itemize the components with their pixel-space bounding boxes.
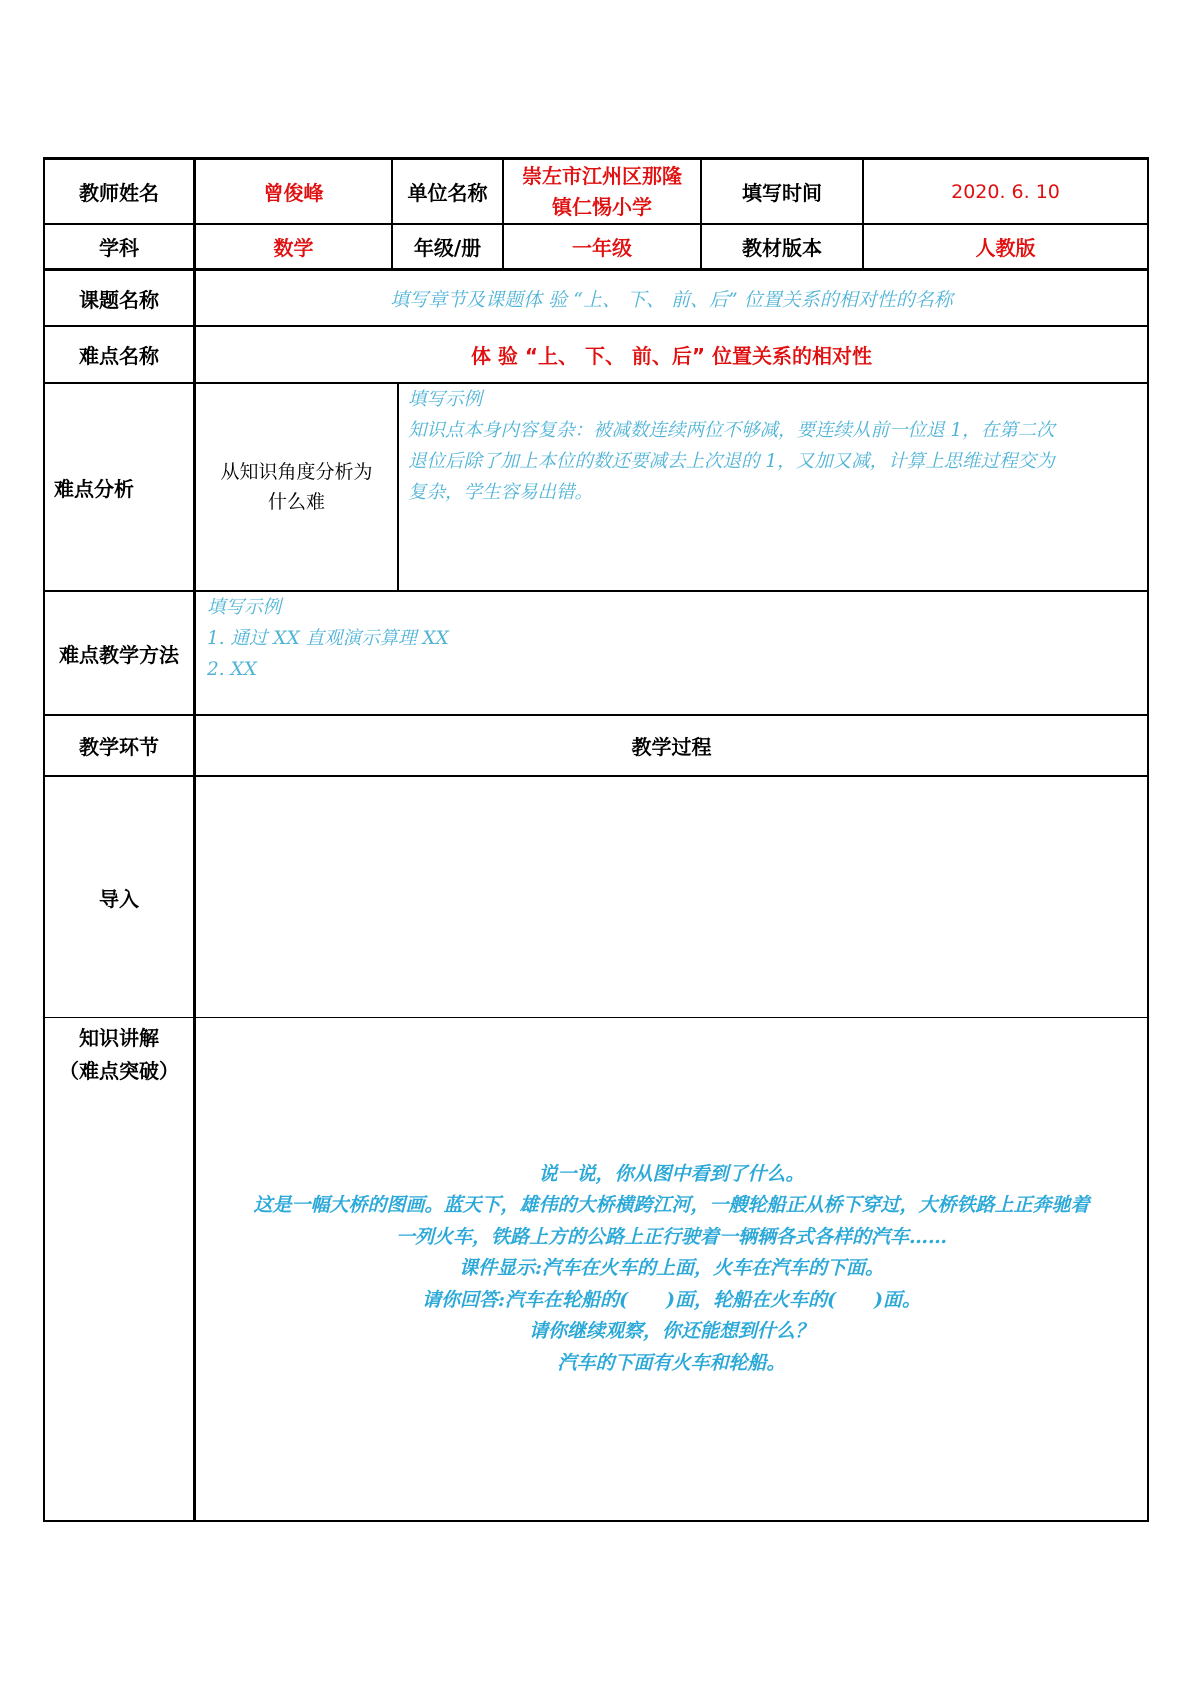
analysis-example-line: 复杂，学生容易出错。	[408, 482, 594, 503]
method-example	[207, 592, 1147, 714]
subject-label: 学科	[99, 236, 139, 260]
difficulty-label: 难点名称	[79, 344, 159, 368]
unit-name-line: 镇仁惕小学	[552, 194, 652, 219]
knowledge-label	[45, 1018, 193, 1098]
analysis-example-line: 退位后除了加上本位的数还要减去上次退的 1，又加又减，计算上思维过程交为	[408, 451, 1055, 472]
unit-name-label: 单位名称	[407, 181, 488, 205]
knowledge-line: 汽车的下面有火车和轮船。	[557, 1351, 786, 1374]
process-header-label: 教学过程	[631, 735, 712, 759]
analysis-sub-label-line: 从知识角度分析为	[220, 461, 373, 483]
fill-date-label: 填写时间	[742, 181, 822, 205]
intro-content	[196, 777, 1147, 1017]
analysis-example-title: 填写示例	[408, 389, 483, 410]
analysis-label: 难点分析	[54, 476, 134, 501]
knowledge-content	[196, 1018, 1147, 1520]
teacher-name-value: 曾俊峰	[263, 181, 324, 205]
knowledge-label-line: 知识讲解	[79, 1026, 159, 1050]
analysis-example	[408, 384, 1147, 590]
edition-label: 教材版本	[742, 236, 822, 260]
knowledge-line: 一列火车，铁路上方的公路上正行驶着一辆辆各式各样的汽车……	[395, 1225, 947, 1248]
analysis-example-line: 知识点本身内容复杂：被减数连续两位不够减，要连续从前一位退 1，在第二次	[408, 420, 1055, 441]
grade-value: 一年级	[572, 236, 632, 260]
knowledge-line: 说一说，你从图中看到了什么。	[538, 1162, 805, 1185]
knowledge-line: 请你继续观察，你还能想到什么？	[528, 1320, 814, 1343]
teacher-name-label: 教师姓名	[79, 181, 159, 205]
knowledge-line: 请你回答:汽车在轮船的( )面，轮船在火车的( )面。	[422, 1288, 921, 1311]
grid-line	[43, 1520, 1149, 1522]
subject-value: 数学	[273, 236, 314, 260]
intro-label: 导入	[99, 886, 139, 911]
grade-label: 年级/册	[413, 236, 482, 260]
grid-line	[397, 382, 399, 592]
knowledge-line: 这是一幅大桥的图画。蓝天下，雄伟的大桥横跨江河，一艘轮船正从桥下穿过，大桥铁路上正奔驰着	[253, 1194, 1090, 1217]
knowledge-label-line: （难点突破）	[59, 1059, 179, 1083]
method-example-title: 填写示例	[207, 597, 282, 618]
method-example-item: 1. 通过 XX 直观演示算理 XX	[207, 628, 449, 649]
method-example-item: 2. XX	[207, 659, 257, 680]
unit-name-line: 崇左市江州区那隆	[522, 163, 682, 188]
unit-name-value	[504, 160, 700, 223]
difficulty-value: 体 验 “上、 下、 前、后” 位置关系的相对性	[470, 344, 873, 368]
topic-label: 课题名称	[79, 287, 159, 312]
method-label: 难点教学方法	[59, 642, 179, 667]
knowledge-line: 课件显示:汽车在火车的上面，火车在汽车的下面。	[458, 1257, 884, 1280]
analysis-sub-label	[196, 384, 397, 590]
analysis-sub-label-line: 什么难	[267, 491, 325, 513]
edition-value: 人教版	[975, 236, 1036, 260]
stage-header-label: 教学环节	[79, 735, 159, 759]
topic-value: 填写章节及课题体 验 “上、 下、 前、后” 位置关系的相对性的名称	[390, 288, 953, 311]
grid-line	[1147, 157, 1149, 1522]
fill-date-value: 2020. 6. 10	[951, 180, 1060, 203]
